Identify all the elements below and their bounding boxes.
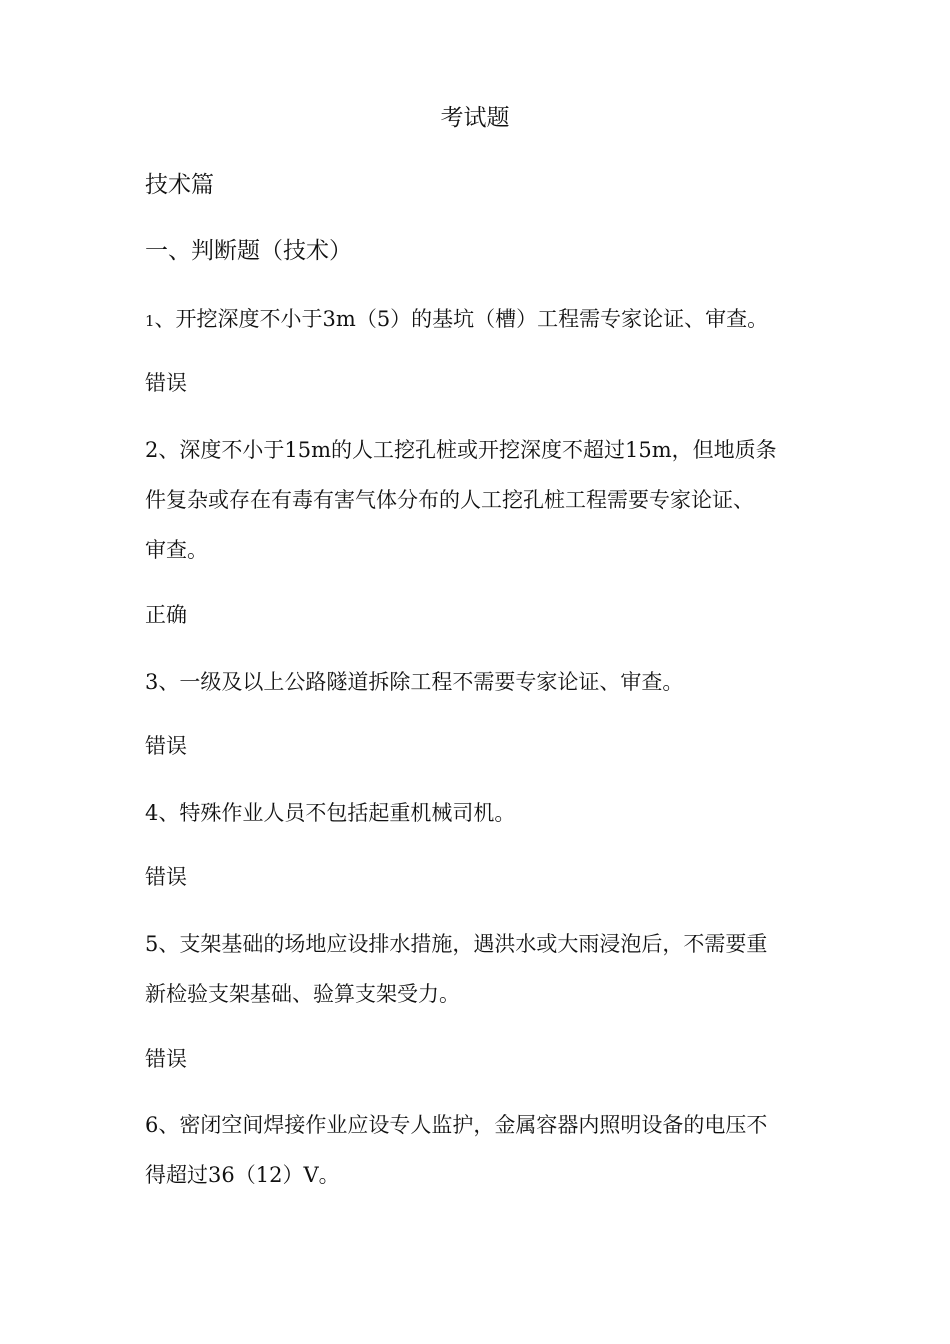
question-6-number: 6、 <box>145 1113 180 1137</box>
answer-1: 错误 <box>145 371 187 395</box>
question-4-text: 特殊作业人员不包括起重机械司机。 <box>179 801 516 825</box>
question-3-number: 3、 <box>145 670 180 694</box>
subsection-heading: 一、判断题（技术） <box>145 238 352 264</box>
section-heading: 技术篇 <box>145 172 214 198</box>
question-2-line-1 <box>145 425 815 475</box>
question-4-number: 4、 <box>145 801 180 825</box>
question-2-line-2: 件复杂或存在有毒有害气体分布的人工挖孔桩工程需要专家论证、 <box>145 488 754 512</box>
question-2-text-1: 深度不小于15m的人工挖孔桩或开挖深度不超过15m，但地质条 <box>179 438 777 462</box>
question-5-number: 5、 <box>145 932 180 956</box>
question-5-text-1: 支架基础的场地应设排水措施，遇洪水或大雨浸泡后，不需要重 <box>179 932 768 956</box>
question-1-number: 1 <box>145 312 155 330</box>
answer-3: 错误 <box>145 734 187 758</box>
question-1-text: 开挖深度不小于3m（5）的基坑（槽）工程需专家论证、审查。 <box>175 307 769 331</box>
question-6-text-1: 密闭空间焊接作业应设专人监护，金属容器内照明设备的电压不 <box>179 1113 768 1137</box>
question-1 <box>145 294 815 346</box>
question-5-line-2: 新检验支架基础、验算支架受力。 <box>145 982 460 1006</box>
question-5-line-1 <box>145 919 815 969</box>
answer-5: 错误 <box>145 1047 187 1071</box>
question-4 <box>145 788 815 838</box>
answer-4: 错误 <box>145 865 187 889</box>
answer-2: 正确 <box>145 603 187 627</box>
document-title: 考试题 <box>440 105 510 131</box>
question-2-line-3: 审查。 <box>145 538 208 562</box>
question-3-text: 一级及以上公路隧道拆除工程不需要专家论证、审查。 <box>179 670 684 694</box>
question-6-line-2: 得超过36（12）V。 <box>145 1163 340 1187</box>
question-2-number: 2、 <box>145 438 180 462</box>
question-3 <box>145 657 815 707</box>
question-6-line-1 <box>145 1100 815 1150</box>
question-1-sep: 、 <box>154 307 176 331</box>
